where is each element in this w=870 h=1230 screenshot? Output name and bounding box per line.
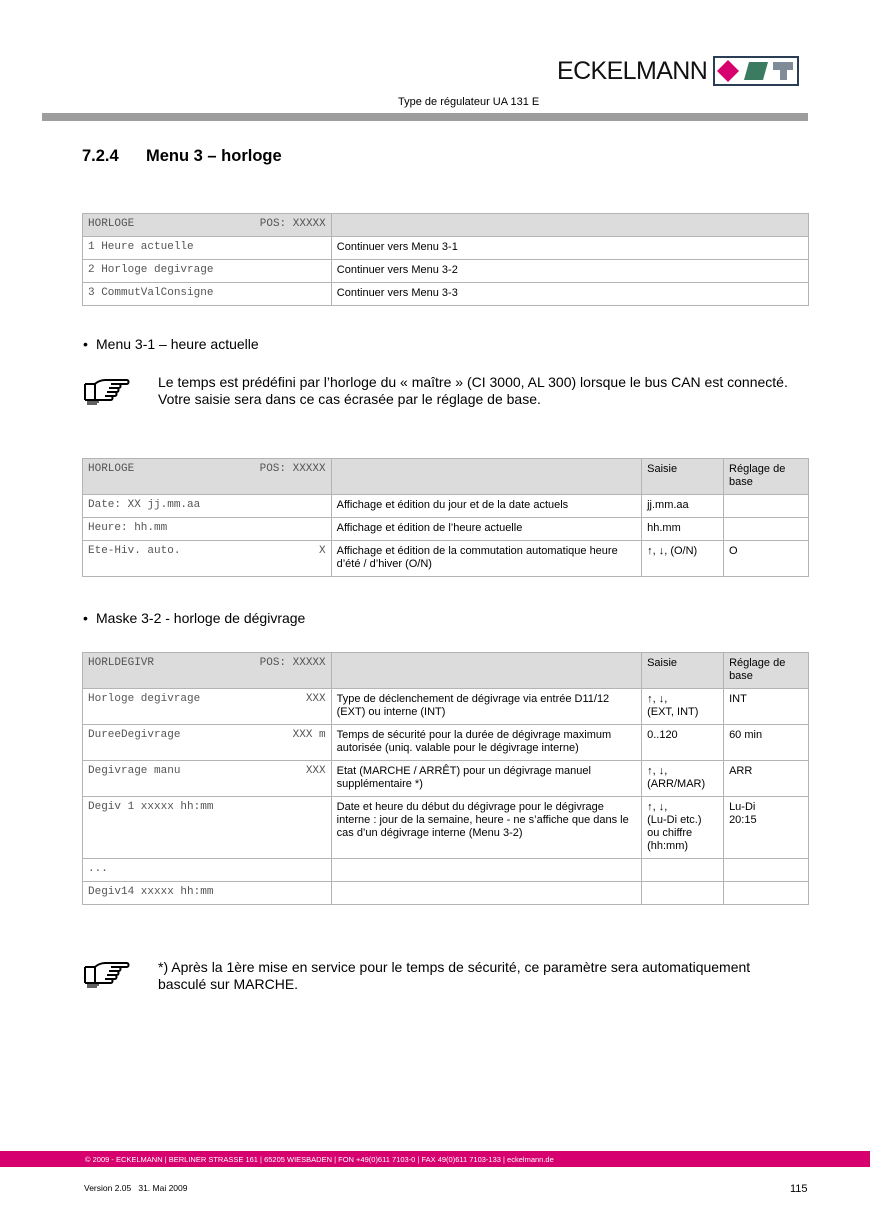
page-number: 115 — [790, 1183, 808, 1195]
table-row — [83, 495, 809, 518]
document-subtitle: Type de régulateur UA 131 E — [398, 96, 540, 108]
table-row — [83, 541, 809, 577]
table-cell: jj.mm.aa — [642, 495, 724, 518]
table-cell: Temps de sécurité pour la durée de dégivrage maximum autorisée (uniq. valable pour le dégivrage interne) — [331, 725, 641, 761]
table-row — [83, 761, 809, 797]
company-logo — [557, 56, 799, 86]
table-cell: Date et heure du début du dégivrage pour le dégivrage interne : jour de la semaine, heure - ne s’affiche que dans le cas d’un dégivrage interne (Menu 3-2) — [331, 797, 641, 859]
table-row — [83, 725, 809, 761]
table-cell: Date: XX jj.mm.aa — [83, 495, 332, 518]
table-cell: 60 min — [724, 725, 809, 761]
table-header-cell: Saisie — [642, 459, 724, 495]
section-heading — [82, 147, 282, 166]
table-cell — [724, 859, 809, 882]
table-header-row — [83, 653, 809, 689]
menu3-2-table — [82, 652, 809, 905]
table-header-cell — [331, 214, 808, 237]
table-header-cell: HORLOGE POS: XXXXX — [83, 459, 332, 495]
table-row — [83, 797, 809, 859]
table-cell: O — [724, 541, 809, 577]
table-row — [83, 882, 809, 905]
pointing-hand-icon — [83, 959, 131, 989]
pointing-hand-icon — [83, 376, 131, 406]
table-cell: Degiv 1 xxxxx hh:mm — [83, 797, 332, 859]
table-cell — [331, 882, 641, 905]
table-row — [83, 260, 809, 283]
version-info: Version 2.05 31. Mai 2009 — [84, 1183, 188, 1193]
table-cell: Continuer vers Menu 3-2 — [331, 260, 808, 283]
menu3-1-table — [82, 458, 809, 577]
table-cell — [642, 882, 724, 905]
table-header-cell — [331, 653, 641, 689]
table-cell: ... — [83, 859, 332, 882]
table-cell: Horloge degivrage XXX — [83, 689, 332, 725]
table-cell: ↑, ↓, (Lu-Di etc.) ou chiffre (hh:mm) — [642, 797, 724, 859]
table-row — [83, 689, 809, 725]
menu3-table — [82, 213, 809, 306]
table-cell: 0..120 — [642, 725, 724, 761]
table-cell: Degivrage manu XXX — [83, 761, 332, 797]
table-cell: Continuer vers Menu 3-3 — [331, 283, 808, 306]
table-row — [83, 283, 809, 306]
table-cell: ↑, ↓, (O/N) — [642, 541, 724, 577]
table-header-row — [83, 459, 809, 495]
table-cell: Type de déclenchement de dégivrage via entrée D11/12 (EXT) ou interne (INT) — [331, 689, 641, 725]
table-cell: 1 Heure actuelle — [83, 237, 332, 260]
footer-contact: © 2009 - ECKELMANN | BERLINER STRASSE 161 | 65205 WIESBADEN | FON +49(0)611 7103-0 | FAX 49(0)611 7103-133 | eckelmann.de — [85, 1155, 554, 1164]
section-title: Menu 3 – horloge — [146, 147, 282, 165]
table-cell: Degiv14 xxxxx hh:mm — [83, 882, 332, 905]
bullet-text: Menu 3-1 – heure actuelle — [96, 336, 259, 352]
table-header-cell: Réglage de base — [724, 653, 809, 689]
note-text: *) Après la 1ère mise en service pour le temps de sécurité, ce paramètre sera automatiquement basculé sur MARCHE. — [158, 959, 751, 992]
table-cell: 3 CommutValConsigne — [83, 283, 332, 306]
note-text: Le temps est prédéfini par l’horloge du « maître » (CI 3000, AL 300) lorsque le bus CAN est connecté. Votre saisie sera dans ce cas écrasée par le réglage de base. — [158, 374, 788, 407]
table-cell: Affichage et édition du jour et de la date actuels — [331, 495, 642, 518]
table-cell: ↑, ↓, (ARR/MAR) — [642, 761, 724, 797]
bullet-symbol: • — [83, 610, 88, 626]
table-cell: Ete-Hiv. auto. X — [83, 541, 332, 577]
bullet-maske-3-2 — [83, 610, 305, 626]
table-row — [83, 859, 809, 882]
table-cell — [724, 882, 809, 905]
section-number: 7.2.4 — [82, 147, 119, 165]
table-cell — [724, 495, 809, 518]
header-divider — [42, 113, 808, 121]
table-cell: ↑, ↓, (EXT, INT) — [642, 689, 724, 725]
table-cell: DureeDegivrage XXX m — [83, 725, 332, 761]
table-cell: ARR — [724, 761, 809, 797]
table-header-cell: HORLDEGIVR POS: XXXXX — [83, 653, 332, 689]
bullet-text: Maske 3-2 - horloge de dégivrage — [96, 610, 306, 626]
table-row — [83, 518, 809, 541]
table-header-cell: HORLOGE POS: XXXXX — [83, 214, 332, 237]
table-cell: Heure: hh.mm — [83, 518, 332, 541]
table-header-cell — [331, 459, 642, 495]
table-header-row — [83, 214, 809, 237]
table-header-cell: Saisie — [642, 653, 724, 689]
logo-marks-icon — [713, 56, 799, 86]
table-cell: hh.mm — [642, 518, 724, 541]
table-cell — [331, 859, 641, 882]
table-cell — [724, 518, 809, 541]
table-cell: Affichage et édition de la commutation automatique heure d’été / d’hiver (O/N) — [331, 541, 642, 577]
table-cell: 2 Horloge degivrage — [83, 260, 332, 283]
table-cell: Affichage et édition de l’heure actuelle — [331, 518, 642, 541]
table-cell: Etat (MARCHE / ARRÊT) pour un dégivrage manuel supplémentaire *) — [331, 761, 641, 797]
table-cell: Lu-Di 20:15 — [724, 797, 809, 859]
table-cell: Continuer vers Menu 3-1 — [331, 237, 808, 260]
table-row — [83, 237, 809, 260]
table-cell: INT — [724, 689, 809, 725]
bullet-symbol: • — [83, 336, 88, 352]
bullet-menu-3-1 — [83, 336, 259, 352]
table-cell — [642, 859, 724, 882]
logo-wordmark: ECKELMANN — [557, 56, 708, 85]
table-header-cell: Réglage de base — [724, 459, 809, 495]
